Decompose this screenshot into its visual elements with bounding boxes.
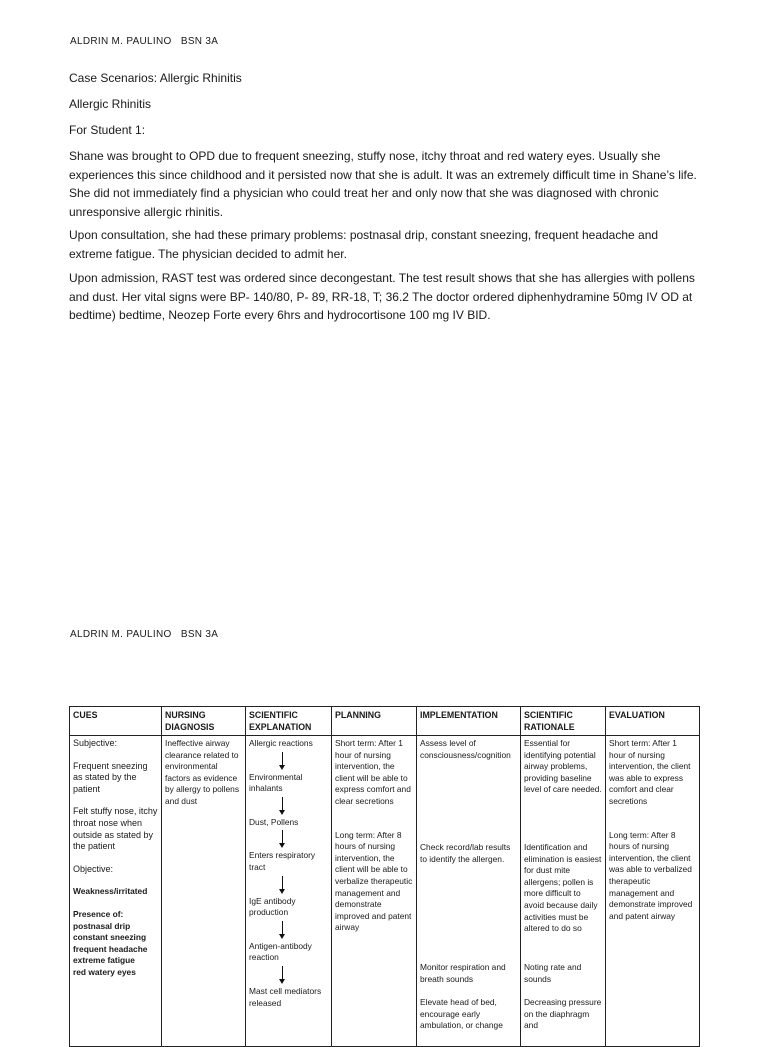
case-paragraph-1: Shane was brought to OPD due to frequent sneezing, stuffy nose, itchy throat and red watery eyes. Usually she experiences this since childhood and it persisted now that she is adult. It was an extremely difficult time in Shane’s life. She did not immediately find a physician who could treat her and only now that she was diagnosed with chronic unresponsive allergic rhinitis. [69,149,697,219]
cell-scientific-explanation [246,736,332,1047]
student-label: For Student 1: [69,123,146,137]
planning-long-term: Long term: After 8 hours of nursing intervention, the client will be able to verbalize therapeutic management and demonstrate improved and patent airway [335,829,415,933]
presence-item: constant sneezing [73,932,147,943]
document-subtitle: Allergic Rhinitis [69,97,152,111]
flow-step: Dust, Pollens [249,816,299,827]
table-row [70,736,700,1047]
header-scientific-explanation: SCIENTIFIC EXPLANATION [246,707,332,736]
header-scientific-rationale: SCIENTIFIC RATIONALE [521,707,606,736]
presence-item: postnasal drip [73,920,131,931]
cell-planning [332,736,417,1047]
nursing-diagnosis-text: Ineffective airway clearance related to environmental factors as evidence by allergy to pollens and dust [165,738,242,806]
down-arrow-icon [249,964,299,986]
cell-cues [70,736,162,1047]
flow-step: Allergic reactions [249,738,313,748]
rationale-item: Decreasing pressure on the diaphragm and [524,997,604,1031]
subjective-cue-1: Frequent sneezing as stated by the patient [73,760,151,794]
down-arrow-icon [249,919,299,941]
case-paragraph-3: Upon admission, RAST test was ordered since decongestant. The test result shows that she has allergies with pollens and dust. Her vital signs were BP- 140/80, P- 89, RR-18, T; 36.2 The doctor ordered diphenhydramine 50mg IV OD at bedtime) bedtime, Neozep Forte every 6hrs and hydrocortisone 100 mg IV BID. [69,271,695,322]
table-header-row [70,707,700,736]
planning-short-term: Short term: After 1 hour of nursing intervention, the client will be able to express comfort and clear secretions [335,738,414,806]
author-name: ALDRIN M. PAULINO [70,629,172,640]
case-paragraph-2: Upon consultation, she had these primary problems: postnasal drip, constant sneezing, frequent headache and extreme fatigue. The physician decided to admit her. [69,228,659,261]
presence-item: frequent headache [73,943,148,954]
presence-label: Presence of: [73,908,124,919]
header-implementation: IMPLEMENTATION [417,707,521,736]
cell-implementation [417,736,521,1047]
implementation-item: Elevate head of bed, encourage early ambulation, or change [420,997,503,1031]
flow-step: IgE antibody production [249,895,296,918]
cell-evaluation [606,736,700,1047]
implementation-item: Assess level of consciousness/cognition [420,738,511,760]
page-header-top [70,36,218,47]
flow-step: Environmental inhalants [249,771,303,794]
course-label: BSN 3A [180,36,219,47]
subjective-cue-2: Felt stuffy nose, itchy throat nose when outside as stated by the patient [73,806,160,852]
rationale-item: Identification and elimination is easiest for dust mite allergens; pollen is more difficult to avoid because daily activities must be altered to do so [524,842,604,934]
page-header-second [70,629,218,640]
presence-item: extreme fatigue [73,955,135,966]
header-planning: PLANNING [332,707,417,736]
cell-nursing-diagnosis [162,736,246,1047]
flow-step: Enters respiratory tract [249,850,316,872]
rationale-item: Essential for identifying potential airway problems, providing baseline level of care needed. [524,738,602,795]
document-title: Case Scenarios: Allergic Rhinitis [69,71,242,85]
down-arrow-icon [249,795,299,817]
header-evaluation: EVALUATION [606,707,700,736]
down-arrow-icon [249,874,299,896]
subjective-label: Subjective: [73,738,118,748]
pathophysiology-flow [249,738,328,1044]
header-nursing-diagnosis: NURSING DIAGNOSIS [162,707,246,736]
nursing-care-plan-table [69,706,700,1047]
implementation-item: Check record/lab results to identify the allergen. [420,842,513,864]
down-arrow-icon [249,828,299,850]
objective-cue-1: Weakness/irritated [73,886,148,897]
header-cues: CUES [70,707,162,736]
down-arrow-icon [249,750,299,772]
evaluation-short-term: Short term: After 1 hour of nursing intervention, the client was able to express comfort and clear secretions [609,738,693,806]
cell-scientific-rationale [521,736,606,1047]
flow-step: Mast cell mediators released [249,985,322,1008]
rationale-item: Noting rate and sounds [524,962,584,984]
author-name: ALDRIN M. PAULINO [70,36,172,47]
presence-item: red watery eyes [73,966,136,977]
implementation-item: Monitor respiration and breath sounds [420,962,508,984]
evaluation-long-term: Long term: After 8 hours of nursing intervention, the client was able to verbalized therapeutic management and demonstrate improved and patent airway [609,829,695,921]
course-label: BSN 3A [180,629,219,640]
objective-label: Objective: [73,863,114,874]
flow-step: Antigen-antibody reaction [249,940,312,963]
